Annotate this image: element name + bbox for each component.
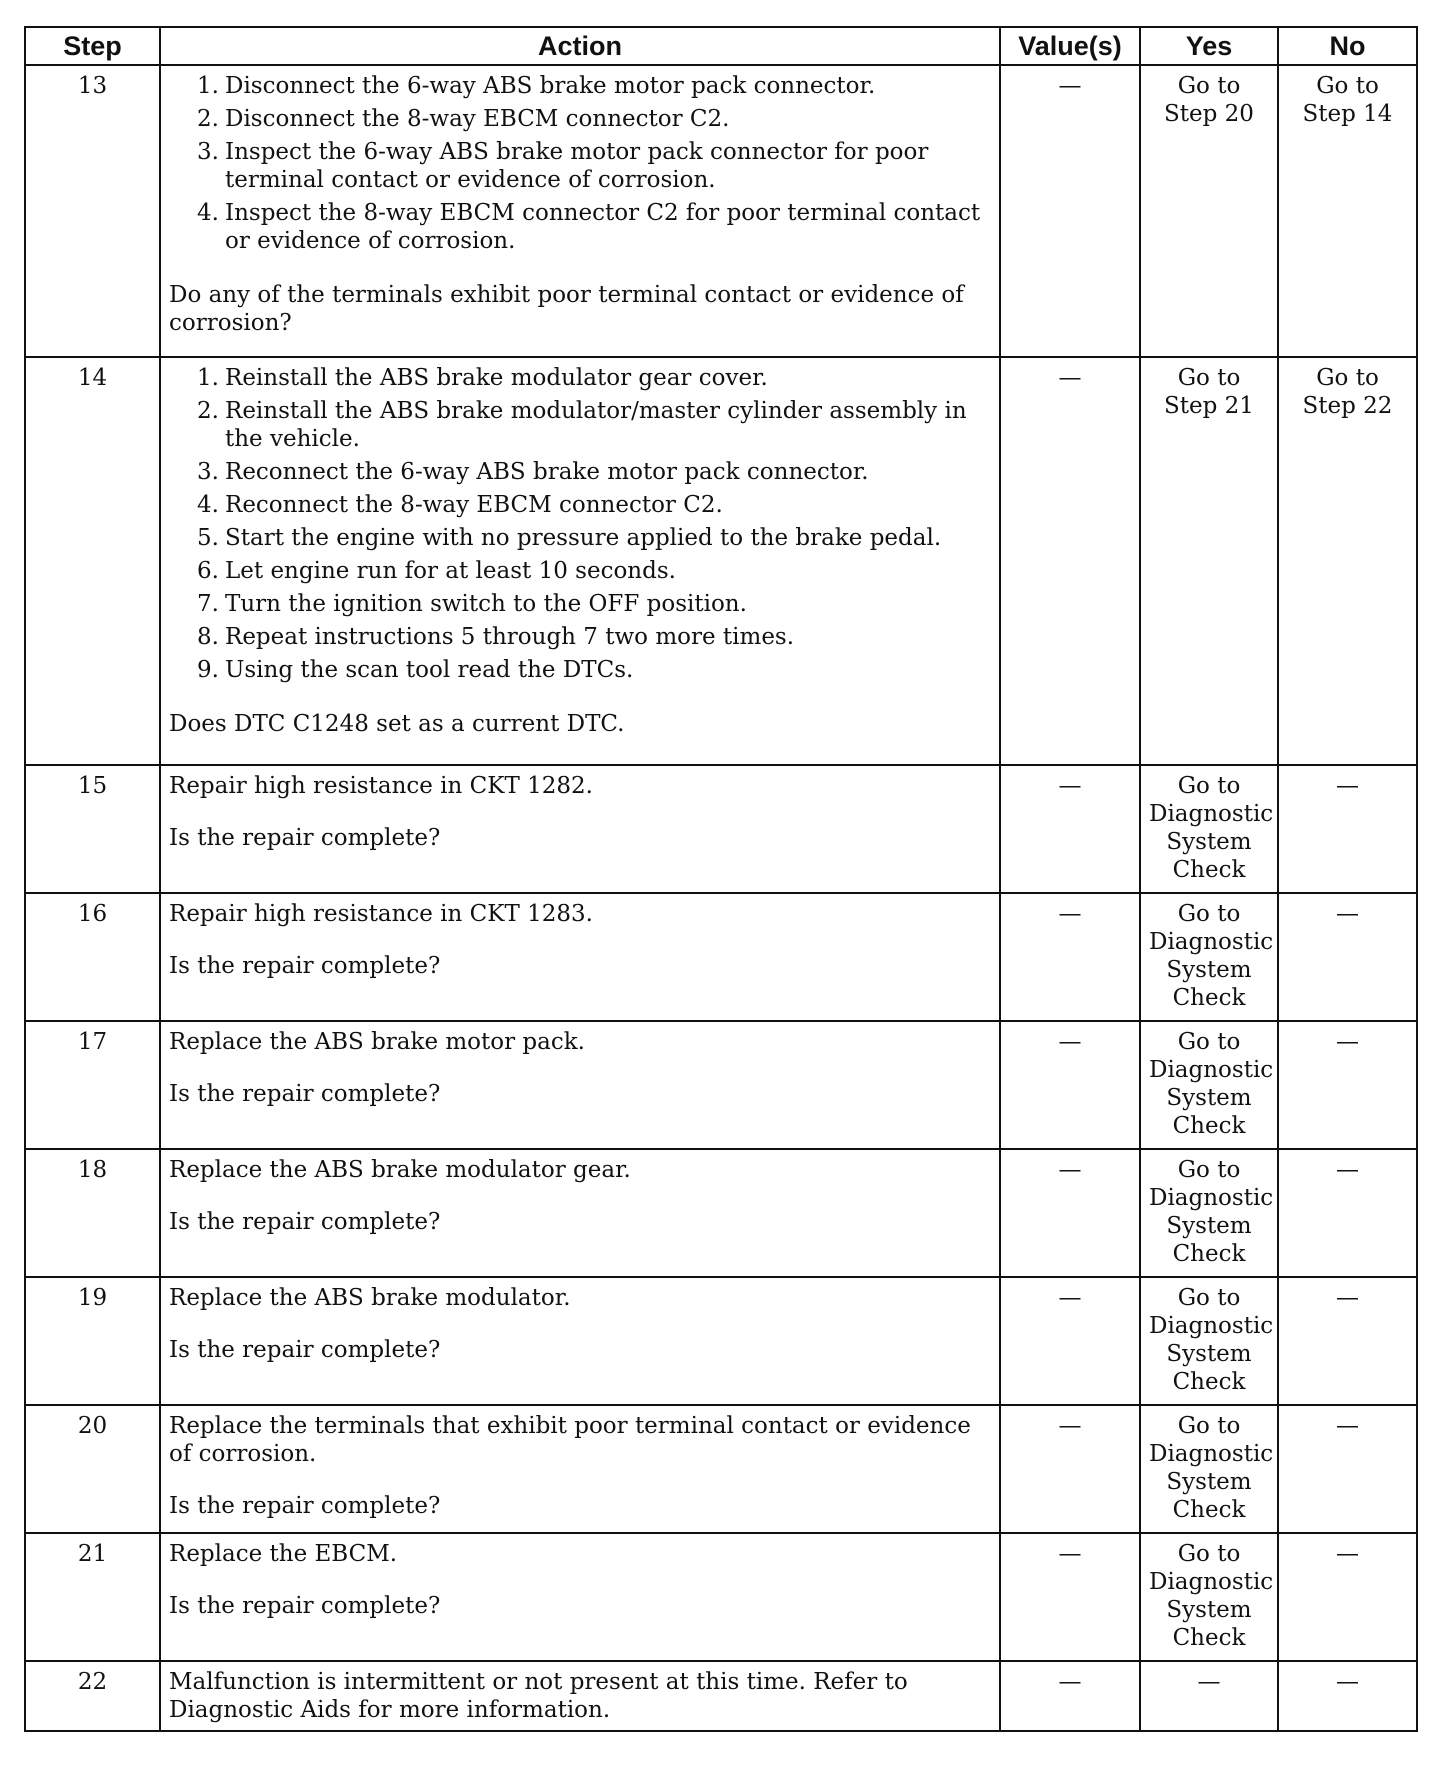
instruction-list xyxy=(169,72,991,255)
action-text: Replace the ABS brake motor pack. xyxy=(169,1029,585,1055)
step-number: 14 xyxy=(25,357,160,765)
list-item xyxy=(169,590,991,618)
no-cell: — xyxy=(1278,1021,1417,1149)
table-row xyxy=(25,765,1417,893)
table-row xyxy=(25,1661,1417,1731)
instruction-list xyxy=(169,364,991,684)
table-row xyxy=(25,357,1417,765)
list-item xyxy=(169,105,991,133)
yes-cell: Go to Step 20 xyxy=(1140,65,1278,357)
item-text: Reconnect the 8-way EBCM connector C2. xyxy=(225,492,723,519)
action-cell xyxy=(160,765,1000,893)
value-cell: — xyxy=(1000,1149,1140,1277)
table-row xyxy=(25,1021,1417,1149)
action-cell xyxy=(160,1277,1000,1405)
no-cell: — xyxy=(1278,1149,1417,1277)
header-step: Step xyxy=(25,27,160,65)
item-number: 7. xyxy=(197,591,219,618)
list-item xyxy=(169,199,991,255)
action-cell xyxy=(160,357,1000,765)
action-text: Malfunction is intermittent or not present at this time. Refer to Diagnostic Aids for more information. xyxy=(169,1669,908,1724)
item-number: 5. xyxy=(197,525,219,552)
table-row xyxy=(25,1277,1417,1405)
value-cell: — xyxy=(1000,1405,1140,1533)
action-cell xyxy=(160,893,1000,1021)
item-number: 3. xyxy=(197,139,219,166)
no-cell: — xyxy=(1278,1277,1417,1405)
no-cell: — xyxy=(1278,1661,1417,1731)
item-text: Turn the ignition switch to the OFF position. xyxy=(225,591,747,618)
question-text: Does DTC C1248 set as a current DTC. xyxy=(169,711,625,738)
yes-cell: Go to Diagnostic System Check xyxy=(1140,1405,1278,1533)
yes-cell: — xyxy=(1140,1661,1278,1731)
list-item xyxy=(169,656,991,684)
no-cell: Go to Step 22 xyxy=(1278,357,1417,765)
item-text: Inspect the 6-way ABS brake motor pack connector for poor terminal contact or evidence of corrosion. xyxy=(225,139,929,194)
action-text: Replace the terminals that exhibit poor terminal contact or evidence of corrosion. xyxy=(169,1413,971,1468)
action-cell xyxy=(160,1021,1000,1149)
value-cell: — xyxy=(1000,893,1140,1021)
question-text: Is the repair complete? xyxy=(169,1337,441,1364)
item-text: Start the engine with no pressure applied to the brake pedal. xyxy=(225,525,942,552)
item-number: 4. xyxy=(197,492,219,519)
no-cell: — xyxy=(1278,1405,1417,1533)
step-number: 21 xyxy=(25,1533,160,1661)
value-cell: — xyxy=(1000,1277,1140,1405)
list-item xyxy=(169,491,991,519)
yes-cell: Go to Diagnostic System Check xyxy=(1140,1277,1278,1405)
table-row xyxy=(25,1149,1417,1277)
value-cell: — xyxy=(1000,1533,1140,1661)
action-text: Replace the ABS brake modulator gear. xyxy=(169,1157,631,1183)
item-number: 1. xyxy=(197,365,219,391)
action-text: Replace the ABS brake modulator. xyxy=(169,1285,571,1311)
header-row xyxy=(25,27,1417,65)
no-cell: — xyxy=(1278,893,1417,1021)
item-text: Reconnect the 6-way ABS brake motor pack connector. xyxy=(225,459,869,486)
list-item xyxy=(169,557,991,585)
step-number: 19 xyxy=(25,1277,160,1405)
value-cell: — xyxy=(1000,357,1140,765)
item-number: 1. xyxy=(197,73,219,99)
item-text: Reinstall the ABS brake modulator/master cylinder assembly in the vehicle. xyxy=(225,398,967,453)
table-row xyxy=(25,893,1417,1021)
step-number: 13 xyxy=(25,65,160,357)
item-number: 6. xyxy=(197,558,219,585)
item-number: 2. xyxy=(197,398,219,425)
item-number: 3. xyxy=(197,459,219,486)
list-item xyxy=(169,138,991,194)
no-cell: Go to Step 14 xyxy=(1278,65,1417,357)
action-text: Repair high resistance in CKT 1282. xyxy=(169,773,593,799)
question-text: Is the repair complete? xyxy=(169,1209,441,1236)
item-text: Let engine run for at least 10 seconds. xyxy=(225,558,676,585)
yes-cell: Go to Step 21 xyxy=(1140,357,1278,765)
step-number: 15 xyxy=(25,765,160,893)
yes-cell: Go to Diagnostic System Check xyxy=(1140,1021,1278,1149)
yes-cell: Go to Diagnostic System Check xyxy=(1140,765,1278,893)
item-number: 4. xyxy=(197,200,219,227)
yes-cell: Go to Diagnostic System Check xyxy=(1140,1533,1278,1661)
list-item xyxy=(169,458,991,486)
action-cell xyxy=(160,1149,1000,1277)
header-action: Action xyxy=(160,27,1000,65)
item-number: 9. xyxy=(197,657,219,684)
list-item xyxy=(169,623,991,651)
action-text: Repair high resistance in CKT 1283. xyxy=(169,901,593,927)
step-number: 18 xyxy=(25,1149,160,1277)
item-text: Disconnect the 6-way ABS brake motor pack connector. xyxy=(225,73,876,99)
action-cell xyxy=(160,1533,1000,1661)
step-number: 17 xyxy=(25,1021,160,1149)
value-cell: — xyxy=(1000,765,1140,893)
list-item xyxy=(169,524,991,552)
step-number: 20 xyxy=(25,1405,160,1533)
step-number: 16 xyxy=(25,893,160,1021)
action-cell xyxy=(160,1405,1000,1533)
diagnostic-table xyxy=(24,26,1418,1732)
question-text: Is the repair complete? xyxy=(169,953,441,980)
table-row xyxy=(25,1533,1417,1661)
header-no: No xyxy=(1278,27,1417,65)
action-text: Replace the EBCM. xyxy=(169,1541,398,1567)
yes-cell: Go to Diagnostic System Check xyxy=(1140,893,1278,1021)
value-cell: — xyxy=(1000,65,1140,357)
header-values: Value(s) xyxy=(1000,27,1140,65)
value-cell: — xyxy=(1000,1021,1140,1149)
table-row xyxy=(25,65,1417,357)
item-number: 8. xyxy=(197,624,219,651)
question-text: Is the repair complete? xyxy=(169,1493,441,1520)
question-text: Is the repair complete? xyxy=(169,825,441,852)
question-text: Is the repair complete? xyxy=(169,1593,441,1620)
action-cell xyxy=(160,1661,1000,1731)
item-text: Disconnect the 8-way EBCM connector C2. xyxy=(225,106,730,133)
item-number: 2. xyxy=(197,106,219,133)
table-row xyxy=(25,1405,1417,1533)
item-text: Reinstall the ABS brake modulator gear cover. xyxy=(225,365,768,391)
list-item xyxy=(169,397,991,453)
item-text: Inspect the 8-way EBCM connector C2 for poor terminal contact or evidence of corrosion. xyxy=(225,200,981,255)
item-text: Repeat instructions 5 through 7 two more times. xyxy=(225,624,795,651)
question-text: Is the repair complete? xyxy=(169,1081,441,1108)
yes-cell: Go to Diagnostic System Check xyxy=(1140,1149,1278,1277)
no-cell: — xyxy=(1278,765,1417,893)
value-cell: — xyxy=(1000,1661,1140,1731)
header-yes: Yes xyxy=(1140,27,1278,65)
no-cell: — xyxy=(1278,1533,1417,1661)
step-number: 22 xyxy=(25,1661,160,1731)
list-item xyxy=(169,364,991,392)
list-item xyxy=(169,72,991,100)
action-cell xyxy=(160,65,1000,357)
question-text: Do any of the terminals exhibit poor terminal contact or evidence of corrosion? xyxy=(169,282,964,337)
item-text: Using the scan tool read the DTCs. xyxy=(225,657,634,684)
